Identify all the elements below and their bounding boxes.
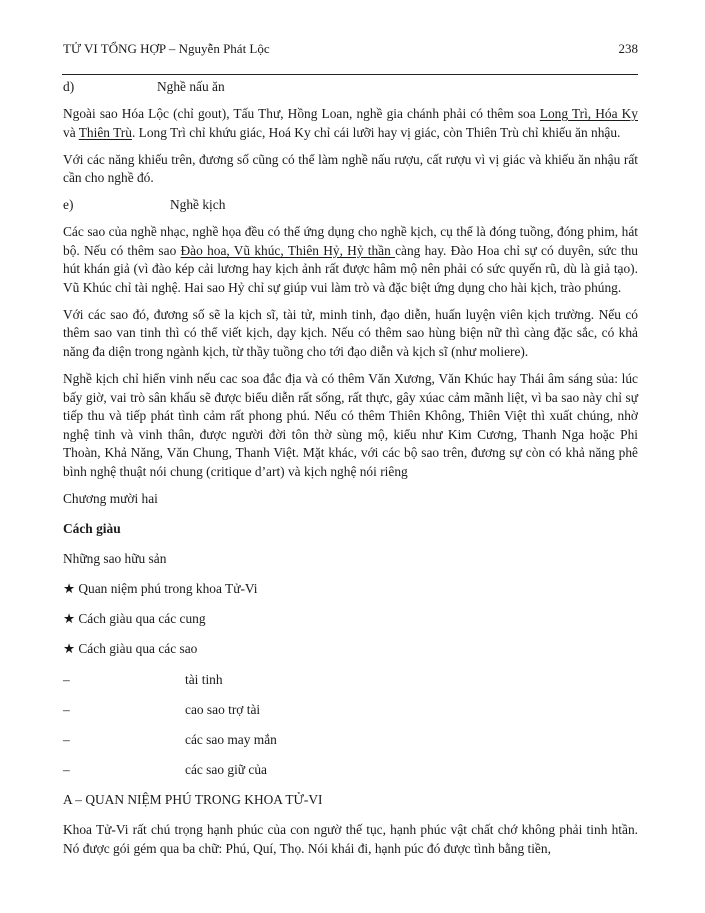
section-d-title: Nghề nấu ăn xyxy=(157,79,225,94)
para1-underlined-1: Thiên Trù xyxy=(78,124,132,140)
dash-item-text: các sao giữ của xyxy=(185,761,267,777)
header-title: TỬ VI TỔNG HỢP – Nguyễn Phát Lộc xyxy=(63,41,270,56)
dash-list-item xyxy=(63,671,638,690)
star-icon: ★ xyxy=(63,611,76,627)
dash-list-item xyxy=(63,761,638,780)
para1-underlined-0: Long Trì, Hóa Ky xyxy=(539,105,639,121)
page-number: 238 xyxy=(618,41,638,56)
paragraph-5: Nghề kịch chỉ hiển vinh nếu cac soa đắc địa và có thêm Văn Xương, Văn Khúc hay Thái âm sáng sủa: lúc bấy giờ, vai trò sân khấu sẽ được biểu diễn rất sống, rất thực, gây xúac cảm mãnh liệt, vì ba sao này chỉ sự tiếp thu và tiếp phát tình cảm rất phong phú. Nếu có thêm Thiên Không, Thiên Việt thì xuất chúng, nhờ nghệ tinh và vinh thân, được người đời tôn thờ sùng mộ, kiểu như Kim Cương, Thanh Nga hoặc Phi Thoàn, Khả Năng, Văn Chung, Thanh Việt. Mặt khác, với các bộ sao trên, đương sự còn có khả năng phê bình nghệ thuật nói chung (critique d’art) và kịch nghệ nói riêng xyxy=(63,371,638,480)
star-item-text: Cách giàu qua các cung xyxy=(78,611,206,627)
dash-item-text: các sao may mắn xyxy=(185,731,277,747)
page-body xyxy=(63,78,638,867)
dash-bullet: – xyxy=(63,671,70,687)
star-icon: ★ xyxy=(63,641,76,657)
header-rule xyxy=(62,74,638,75)
subtitle: Những sao hữu sản xyxy=(63,551,167,567)
star-list-item xyxy=(63,580,638,599)
star-list-item xyxy=(63,640,638,659)
star-item-text: Quan niệm phú trong khoa Tử-Vi xyxy=(78,581,258,597)
para1-text-0: Ngoài sao Hóa Lộc (chỉ gout), Tấu Thư, Hồng Loan, nghề gia chánh phải có thêm soa xyxy=(63,105,540,121)
dash-item-text: tài tinh xyxy=(185,671,223,687)
paragraph-2: Với các năng khiếu trên, đương số cũng có thể làm nghề nấu rượu, cất rượu vì vị giác và khiếu ăn nhậu rất cần cho nghề đó. xyxy=(63,151,638,186)
para3-text-1: càng hay. Đào Hoa chỉ sự có duyên, sức thu hút khán giả (vì đào kép cải lương hay kịch ảnh rất được hâm mộ nên phải có sức quyến rũ, dù là giả tạo). Vũ Khúc chỉ tài nghệ. Hai sao Hỷ chỉ sự giúp vui làm trò và đặc biệt ứng dụng cho hài kịch, trào phúng. xyxy=(63,242,638,295)
para3-underlined-0: Đào hoa, Vũ khúc, Thiên Hỷ, Hỷ thần xyxy=(180,242,396,258)
para1-text-2: . Long Trì chỉ khứu giác, Hoá Ky chỉ cái lưỡi hay vị giác, còn Thiên Trù chỉ khiếu ăn nhậu. xyxy=(131,124,621,140)
section-a-title: A – QUAN NIỆM PHÚ TRONG KHOA TỬ-VI xyxy=(63,791,323,807)
section-e-heading xyxy=(63,196,638,215)
star-list-item xyxy=(63,610,638,629)
dash-bullet: – xyxy=(63,701,70,717)
paragraph-4: Với các sao đó, đương số sẽ la kịch sĩ, tài tử, minh tinh, đạo diễn, huấn luyện viên kịch trường. Nếu có thêm sao van tinh thì có thể viết kịch, dạy kịch. Nếu có thêm sao hùng biện nữ thì càng đặc sắc, có khả năng đa diện trong ngành kịch, từ thầy tuồng cho tới đạo diễn và kịch sĩ (như moliere). xyxy=(63,306,638,360)
dash-item-text: cao sao trợ tài xyxy=(185,701,261,717)
paragraph-6: Khoa Tử-Vi rất chú trọng hạnh phúc của con ngườ thế tục, hạnh phúc vật chất chớ không phải tinh htần. Nó được gói gém qua ba chữ: Phú, Quí, Thọ. Nói khái đi, hạnh púc đó được tình bằng tiền, xyxy=(63,822,638,856)
paragraph-3 xyxy=(63,223,638,297)
running-header xyxy=(63,41,638,57)
star-icon: ★ xyxy=(63,581,76,597)
paragraph-1 xyxy=(63,105,638,142)
dash-list-item xyxy=(63,731,638,750)
section-e-title: Nghề kịch xyxy=(170,197,226,213)
section-e-number: e) xyxy=(63,197,74,213)
chapter-title: Cách giàu xyxy=(63,521,121,537)
para3-text-0: Các sao của nghề nhạc, nghề họa đều có thể ứng dụng cho nghề kịch, cụ thể là đóng tuồng, đóng phim, hát bộ. Nếu có thêm sao xyxy=(63,224,638,258)
chapter-label: Chương mười hai xyxy=(63,491,158,507)
dash-bullet: – xyxy=(63,761,70,777)
star-item-text: Cách giàu qua các sao xyxy=(78,641,198,657)
section-d-number: d) xyxy=(63,79,75,94)
dash-list-item xyxy=(63,701,638,720)
para1-text-1: và xyxy=(63,124,79,140)
dash-bullet: – xyxy=(63,731,70,747)
section-d-heading xyxy=(63,78,638,97)
